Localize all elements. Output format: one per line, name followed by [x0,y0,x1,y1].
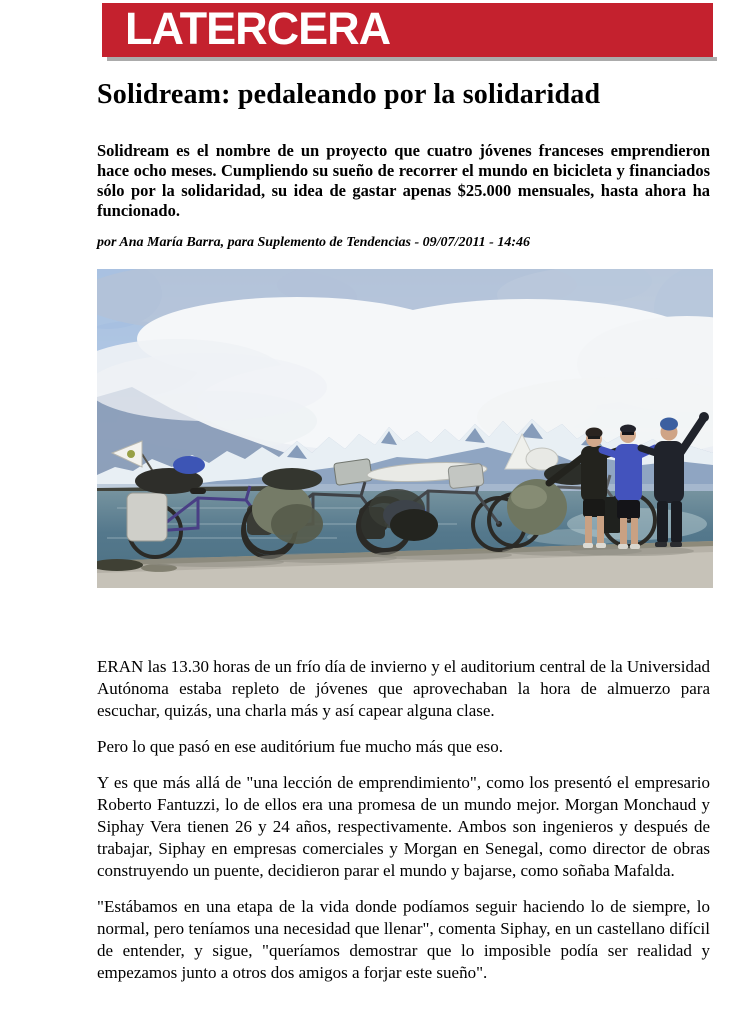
article-lead: Solidream es el nombre de un proyecto que cuatro jóvenes franceses emprendieron hace ocho meses. Cumpliendo su sueño de recorrer el mundo en bicicleta y financiados sólo por la solidaridad, su idea de gastar apenas $25.000 mensuales, hasta ahora ha funcionado. [97,141,710,220]
body-paragraph: ERAN las 13.30 horas de un frío día de invierno y el auditorium central de la Universidad Autónoma estaba repleto de jóvenes que aprovechaban la hora de almuerzo para escuchar, quizás, una charla más y así capear alguna clase. [97,657,710,720]
banner-shadow-rule [107,57,717,61]
body-paragraph: Pero lo que pasó en ese auditórium fue mucho más que eso. [97,737,504,756]
article-byline: por Ana María Barra, para Suplemento de Tendencias - 09/07/2011 - 14:46 [97,235,531,250]
la-tercera-logo-text: LATERCERA [125,2,391,54]
la-tercera-logo-banner[interactable] [102,3,713,57]
body-paragraph: Y es que más allá de "una lección de emprendimiento", como los presentó el empresario Roberto Fantuzzi, lo de ellos era una promesa de un mundo mejor. Morgan Monchaud y Siphay Vera tienen 26 y 24 años, respectivamente. Ambos son ingenieros y después de trabajar, Siphay en empresas comerciales y Morgan en Senegal, como director de obras construyendo un puente, decidieron parar el mundo y bajarse, como soñaba Mafalda. [97,773,710,880]
article-photo [97,269,713,588]
article-headline: Solidream: pedaleando por la solidaridad [97,79,601,110]
body-paragraph: "Estábamos en una etapa de la vida donde podíamos seguir haciendo lo de siempre, lo normal, pero teníamos una necesidad que llenar", comenta Siphay, en un castellano difícil de entender, y sigue, "queríamos demostrar que lo imposible podía ser realidad y empezamos junto a otros dos amigos a forjar este sueño". [97,897,710,982]
article-body [97,656,710,998]
